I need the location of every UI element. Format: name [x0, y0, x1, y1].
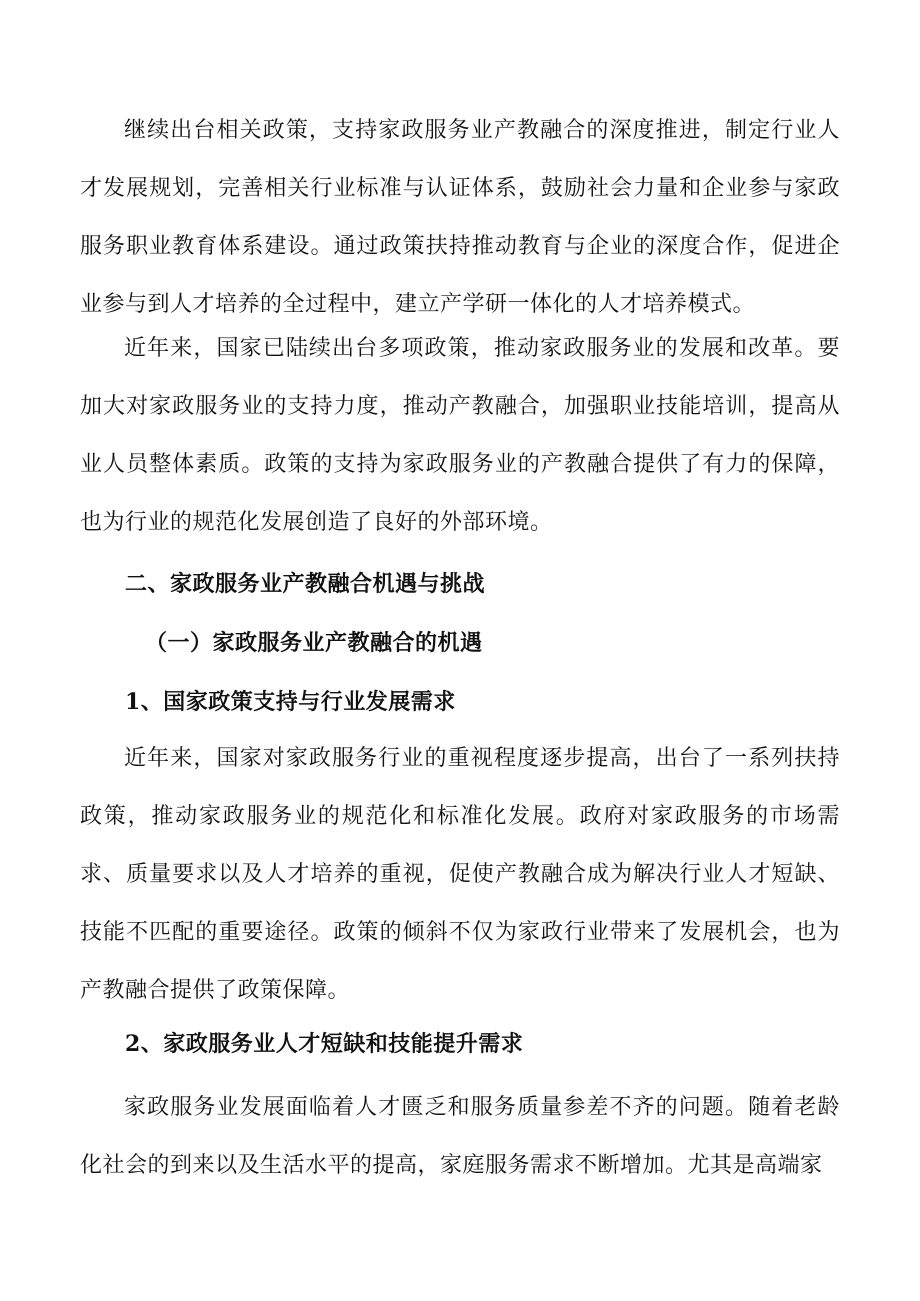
item-heading-policy-and-demand: 1、国家政策支持与行业发展需求	[125, 689, 456, 715]
paragraph-policy-continuation: 继续出台相关政策，支持家政服务业产教融合的深度推进，制定行业人才发展规划，完善相关行业标准与认证体系，鼓励社会力量和企业参与家政服务职业教育体系建设。通过政策扶持推动教育与企业的深度合作，促进企业参与到人才培养的全过程中，建立产学研一体化的人才培养模式。	[80, 118, 840, 317]
item-heading-talent-shortage: 2、家政服务业人才短缺和技能提升需求	[125, 1031, 524, 1057]
paragraph-national-policy: 近年来，国家对家政服务行业的重视程度逐步提高，出台了一系列扶持政策，推动家政服务业的规范化和标准化发展。政府对家政服务的市场需求、质量要求以及人才培养的重视，促使产教融合成为解决行业人才短缺、技能不匹配的重要途径。政策的倾斜不仅为家政行业带来了发展机会，也为产教融合提供了政策保障。	[80, 746, 840, 1003]
paragraph-policy-support: 近年来，国家已陆续出台多项政策，推动家政服务业的发展和改革。要加大对家政服务业的支持力度，推动产教融合，加强职业技能培训，提高从业人员整体素质。政策的支持为家政服务业的产教融合提供了有力的保障，也为行业的规范化发展创造了良好的外部环境。	[80, 336, 840, 535]
paragraph-talent-shortage: 家政服务业发展面临着人才匮乏和服务质量参差不齐的问题。随着老龄化社会的到来以及生活水平的提高，家庭服务需求不断增加。尤其是高端家	[80, 1095, 840, 1178]
subsection-heading-opportunities: （一）家政服务业产教融合的机遇	[145, 630, 483, 656]
section-heading-opportunities-challenges: 二、家政服务业产教融合机遇与挑战	[125, 571, 486, 597]
